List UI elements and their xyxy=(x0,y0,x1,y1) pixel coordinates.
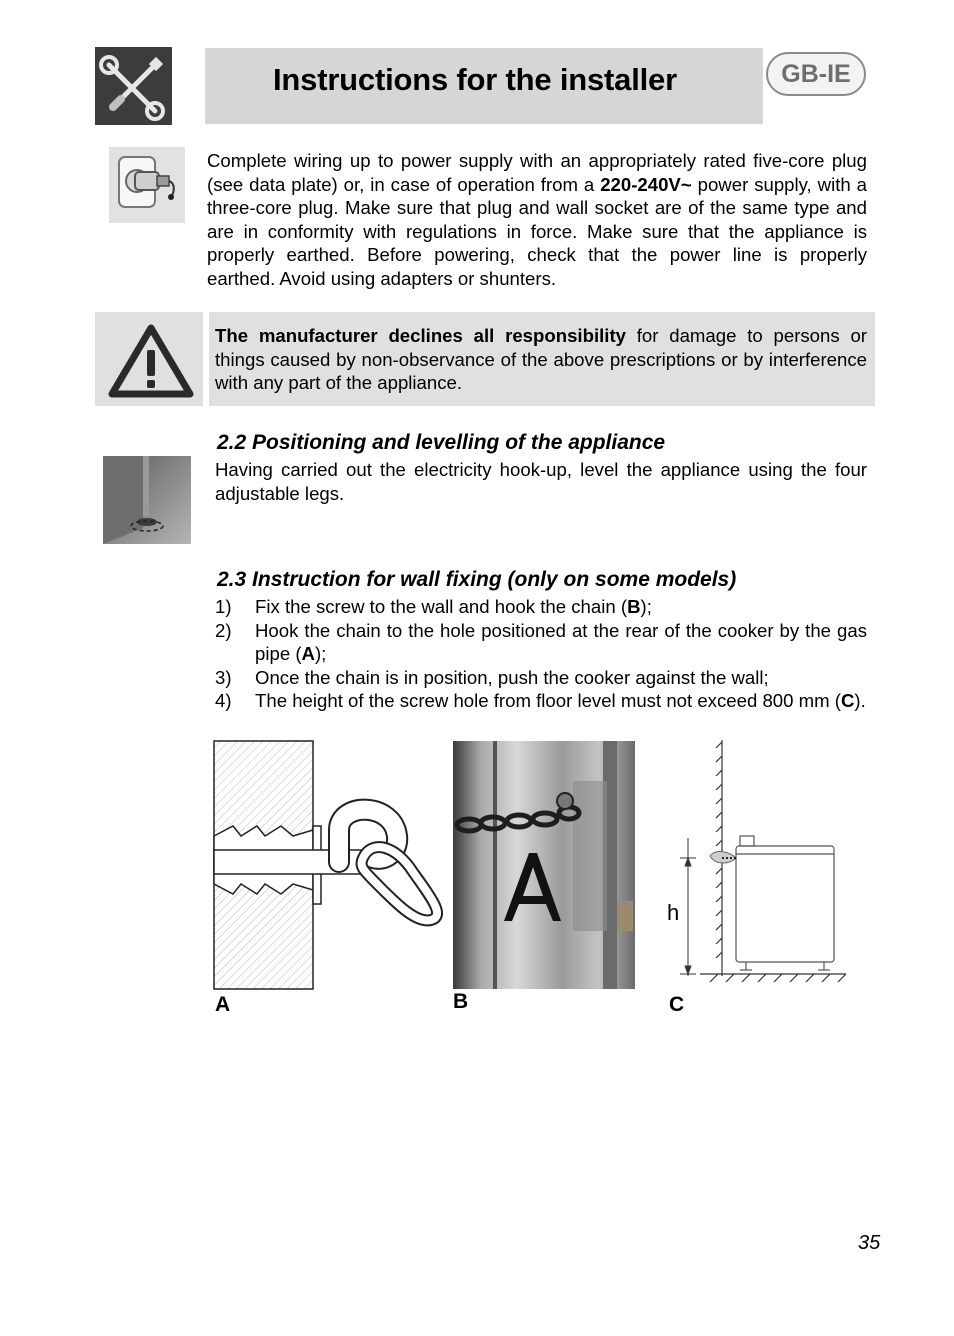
list-item-text-end: ); xyxy=(640,596,652,617)
list-item xyxy=(215,595,867,619)
warning-paragraph xyxy=(215,324,867,395)
list-item-text: Fix the screw to the wall and hook the chain ( xyxy=(255,596,628,617)
region-badge: GB-IE xyxy=(766,52,866,96)
plug-icon xyxy=(109,147,185,223)
warning-bold-text: The manufacturer declines all responsibility xyxy=(215,325,626,346)
height-label: h xyxy=(667,900,680,925)
list-item-number: 1) xyxy=(215,596,232,617)
power-text-after: power supply, with a three-core plug. Make sure that plug and wall socket are of the same type and are in conformity with regulations in force. Make sure that the appliance is properly earthed. Before powering, check that the power line is properly earthed. Avoid using adapters or shunters. xyxy=(207,173,867,289)
list-item-ref: C xyxy=(840,690,855,711)
section-2-2-heading: 2.2 Positioning and levelling of the appliance xyxy=(217,431,666,454)
wall-fixing-steps xyxy=(215,595,867,713)
list-item-ref: A xyxy=(301,643,315,664)
page-title: Instructions for the installer xyxy=(273,62,677,97)
figure-b-photo xyxy=(453,741,635,989)
power-text-before: Complete wiring up to power supply with an appropriately rated five-core plug (see data plate) or, in case of operation from a xyxy=(207,150,867,195)
list-item-text: Once the chain is in position, push the cooker against the wall; xyxy=(255,666,769,688)
levelling-paragraph: Having carried out the electricity hook-up, level the appliance using the four adjustable legs. xyxy=(215,459,867,504)
figure-b-label: B xyxy=(453,990,469,1013)
list-item xyxy=(215,666,867,690)
voltage-value: 220-240V~ xyxy=(600,173,692,195)
figure-c-height-diagram xyxy=(660,740,850,990)
warning-text: for damage to persons or things caused by non-observance of the above prescriptions or by interference with any part of the appliance. xyxy=(215,325,867,393)
list-item-text: Hook the chain to the hole positioned at the rear of the cooker by the gas pipe ( xyxy=(255,619,867,664)
list-item-number: 4) xyxy=(215,690,232,711)
list-item-text: The height of the screw hole from floor level must not exceed 800 mm ( xyxy=(255,690,841,711)
list-item xyxy=(215,689,867,713)
power-supply-paragraph xyxy=(207,149,867,290)
list-item-number: 2) xyxy=(215,619,232,641)
warning-icon xyxy=(106,322,196,402)
figure-a-wall-hook xyxy=(213,740,448,992)
section-2-3-heading: 2.3 Instruction for wall fixing (only on some models) xyxy=(217,568,737,591)
list-item xyxy=(215,619,867,666)
list-item-ref: B xyxy=(627,596,641,617)
list-item-number: 3) xyxy=(215,666,232,688)
figure-a-label: A xyxy=(215,993,231,1016)
warning-divider xyxy=(203,312,209,406)
tools-icon xyxy=(95,47,172,125)
page-number: 35 xyxy=(858,1232,881,1254)
figure-c-label: C xyxy=(669,993,685,1016)
levelling-leg-icon xyxy=(103,456,191,544)
list-item-text-end: ). xyxy=(854,690,866,711)
list-item-text-end: ); xyxy=(314,643,327,664)
